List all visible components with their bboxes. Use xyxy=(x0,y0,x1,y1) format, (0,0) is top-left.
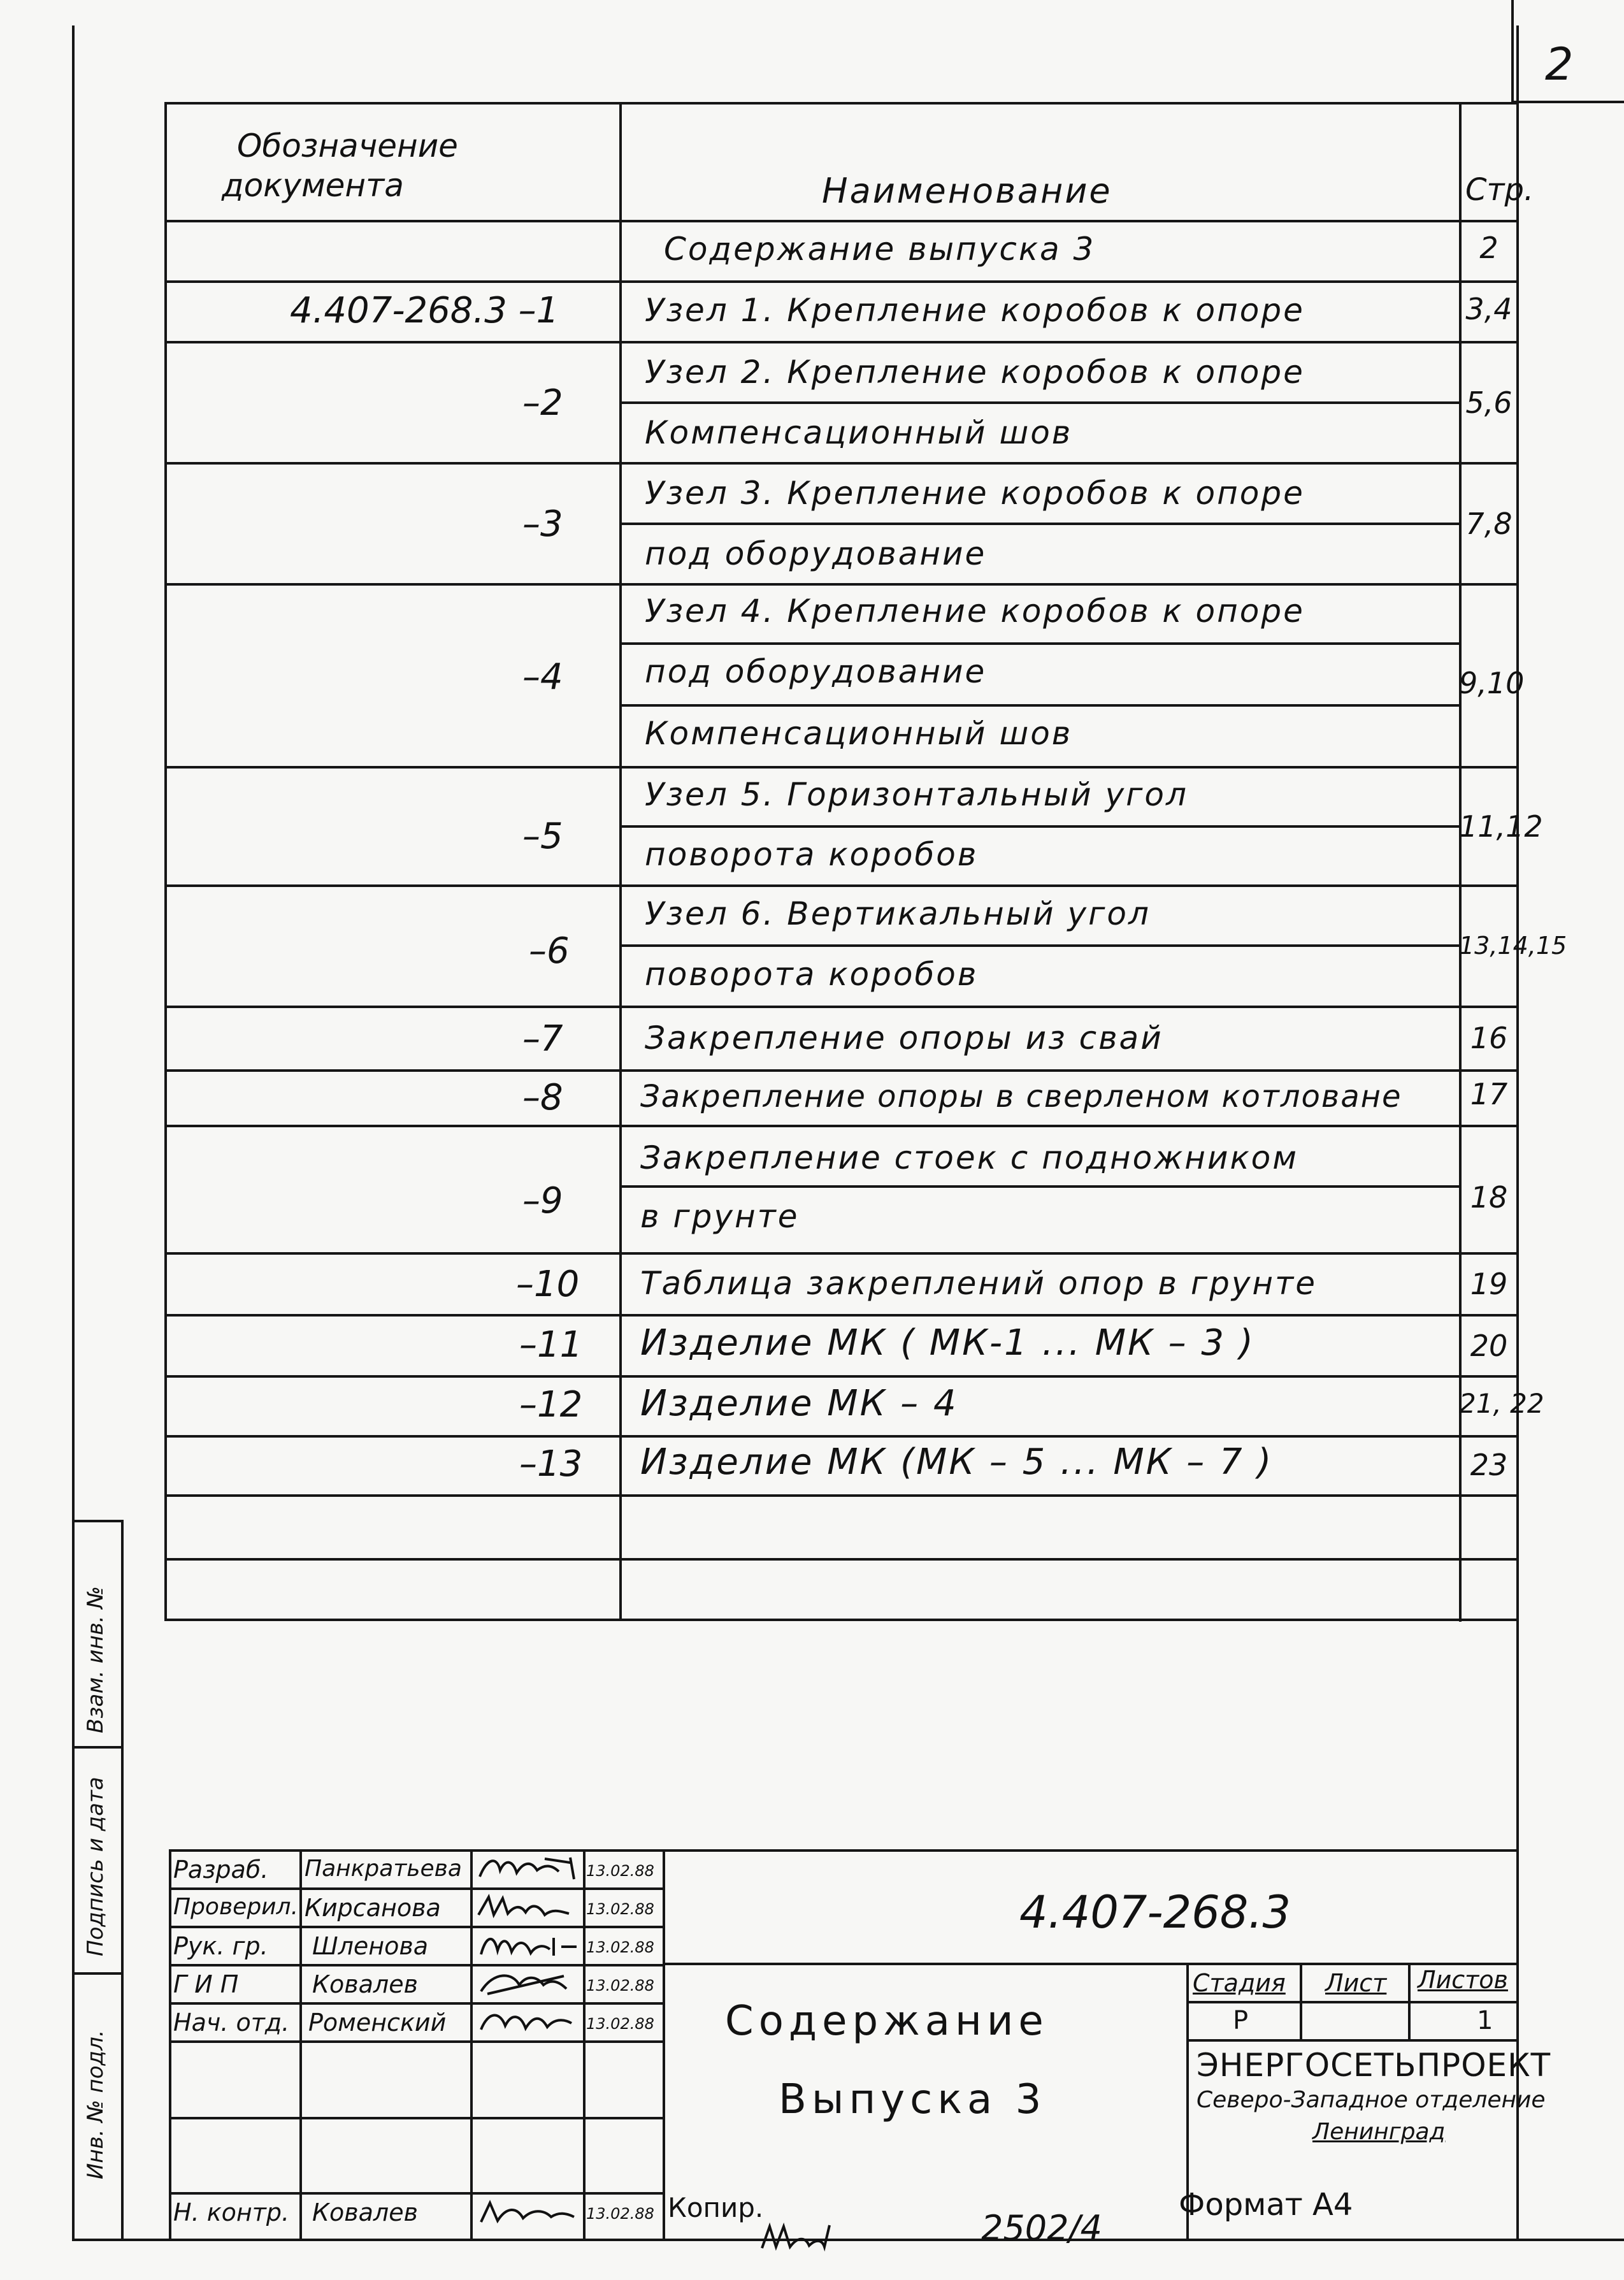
row-page: 19 xyxy=(1470,1267,1508,1301)
row-page: 16 xyxy=(1470,1021,1508,1055)
row-name: Таблица закреплений опор в грунте xyxy=(640,1265,1317,1302)
stamp-name: Шленова xyxy=(312,1932,429,1960)
stamp-org-branch: Северо-Западное отделение xyxy=(1196,2087,1546,2113)
stamp-date: 13.02.88 xyxy=(586,2205,654,2223)
stamp-role: Нач. отд. xyxy=(173,2009,290,2037)
stamp-col-name xyxy=(299,1849,302,2239)
row-name: Закрепление опоры из свай xyxy=(645,1020,1163,1057)
row-name: Компенсационный шов xyxy=(645,715,1073,752)
row-page: 21, 22 xyxy=(1459,1388,1544,1419)
frame-bottom xyxy=(72,2239,1624,2241)
stamp-org-city: Ленинград xyxy=(1312,2119,1446,2145)
signature-icon xyxy=(475,2004,580,2039)
stamp-col-date xyxy=(583,1849,586,2239)
row-page: 5,6 xyxy=(1465,386,1513,420)
stamp-row-sep xyxy=(169,2040,663,2043)
stamp-date: 13.02.88 xyxy=(586,2015,654,2033)
sheet-number: 2 xyxy=(1545,38,1574,90)
row-code: –6 xyxy=(529,930,570,972)
stamp-sheet-label: Лист xyxy=(1325,1969,1387,1997)
stamp-title-line2: Выпуска 3 xyxy=(779,2076,1047,2123)
row-code: –13 xyxy=(519,1443,583,1485)
row-name: Узел 1. Крепление коробов к опоре xyxy=(645,292,1305,329)
header-designation-2: документа xyxy=(222,167,404,204)
header-name: Наименование xyxy=(822,171,1112,211)
row-name: Содержание выпуска 3 xyxy=(664,231,1096,268)
row-name: Изделие МК (МК – 5 ... МК – 7 ) xyxy=(640,1441,1274,1483)
signature-icon xyxy=(475,2195,580,2230)
stamp-stage-value: Р xyxy=(1233,2006,1249,2035)
stamp-code-bottom xyxy=(663,1963,1519,1965)
table-top xyxy=(164,102,1519,105)
row-sep xyxy=(164,1619,1519,1621)
stamp-org: ЭНЕРГОСЕТЬПРОЕКТ xyxy=(1196,2047,1551,2084)
footer-number: 2502/4 xyxy=(981,2208,1102,2248)
row-name: поворота коробов xyxy=(645,956,979,993)
row-name: Компенсационный шов xyxy=(645,414,1073,451)
row-sep xyxy=(164,1125,1519,1127)
row-name: Узел 4. Крепление коробов к опоре xyxy=(645,593,1305,630)
signature-icon xyxy=(475,1889,580,1924)
subrow-sep xyxy=(619,523,1459,525)
row-page: 2 xyxy=(1479,231,1498,265)
inv-replace-label: Взам. инв. № xyxy=(83,1586,108,1733)
row-name: Изделие МК – 4 xyxy=(640,1383,958,1424)
row-name: Узел 6. Вертикальный угол xyxy=(645,895,1151,932)
stamp-row-sep xyxy=(169,2117,663,2119)
stamp-sheets-label: Листов xyxy=(1418,1966,1508,1994)
stamp-row-sep xyxy=(169,1964,663,1966)
footer-format: Формат А4 xyxy=(1179,2187,1353,2223)
row-sep xyxy=(164,1435,1519,1438)
row-code: –9 xyxy=(522,1180,563,1222)
row-name: Узел 2. Крепление коробов к опоре xyxy=(645,354,1305,391)
stamp-info-row1 xyxy=(1186,2001,1519,2003)
signature-icon xyxy=(475,1928,580,1963)
stamp-date: 13.02.88 xyxy=(586,1900,654,1918)
row-sep xyxy=(164,766,1519,768)
row-sep xyxy=(164,1375,1519,1378)
stamp-name: Кирсанова xyxy=(305,1894,441,1922)
subrow-sep xyxy=(619,704,1459,707)
sign-date-label: Подпись и дата xyxy=(83,1777,108,1956)
margin-strip-div2 xyxy=(72,1972,123,1975)
stamp-row-sep xyxy=(169,2192,663,2195)
row-sep xyxy=(164,462,1519,465)
row-code: –2 xyxy=(522,382,563,424)
stamp-role: Проверил. xyxy=(173,1894,299,1920)
stamp-row-sep xyxy=(169,2002,663,2005)
row-sep xyxy=(164,1006,1519,1008)
stamp-role: Г И П xyxy=(173,1970,239,1998)
stamp-title-line1: Содержание xyxy=(725,1998,1049,2045)
stamp-col-sig xyxy=(470,1849,473,2239)
row-code: –4 xyxy=(522,656,563,698)
row-page: 18 xyxy=(1470,1180,1508,1215)
row-code: –7 xyxy=(522,1018,563,1060)
row-sep xyxy=(164,884,1519,887)
row-sep xyxy=(164,583,1519,586)
row-page: 13,14,15 xyxy=(1459,932,1567,960)
row-page: 7,8 xyxy=(1465,507,1513,541)
row-sep xyxy=(164,1069,1519,1072)
table-col1 xyxy=(619,102,622,1619)
stamp-row-sep xyxy=(169,1887,663,1890)
margin-strip-right xyxy=(121,1520,124,2240)
header-bottom xyxy=(164,220,1519,222)
stamp-top xyxy=(169,1849,1519,1852)
header-page: Стр. xyxy=(1465,172,1534,208)
stamp-col-main xyxy=(663,1849,665,2239)
stamp-stage-label: Стадия xyxy=(1193,1969,1286,1997)
subrow-sep xyxy=(619,642,1459,645)
table-left xyxy=(164,102,167,1619)
subrow-sep xyxy=(619,825,1459,828)
row-sep xyxy=(164,1494,1519,1497)
margin-strip-div1 xyxy=(72,1746,123,1749)
row-page: 20 xyxy=(1470,1329,1508,1363)
stamp-name: Ковалев xyxy=(312,2198,418,2226)
row-name: под оборудование xyxy=(645,535,987,572)
row-code: 4.407-268.3 –1 xyxy=(290,290,559,331)
row-code: –10 xyxy=(516,1264,580,1305)
row-name: поворота коробов xyxy=(645,836,979,873)
margin-strip-top xyxy=(72,1520,123,1522)
stamp-date: 13.02.88 xyxy=(586,1862,654,1880)
row-name: Узел 5. Горизонтальный угол xyxy=(645,776,1188,813)
inv-orig-label: Инв. № подл. xyxy=(83,2030,108,2179)
row-page: 17 xyxy=(1470,1077,1508,1111)
row-sep xyxy=(164,280,1519,283)
stamp-info-div1 xyxy=(1300,1963,1302,2039)
footer-copied: Копир. xyxy=(668,2192,764,2223)
row-name: под оборудование xyxy=(645,653,987,690)
row-code: –8 xyxy=(522,1077,563,1118)
row-sep xyxy=(164,1558,1519,1561)
row-sep xyxy=(164,341,1519,343)
signature-icon xyxy=(475,1966,580,2001)
stamp-date: 13.02.88 xyxy=(586,1977,654,1995)
stamp-role: Разраб. xyxy=(173,1856,269,1884)
stamp-role: Н. контр. xyxy=(173,2198,290,2226)
row-name: в грунте xyxy=(640,1198,800,1235)
row-code: –11 xyxy=(519,1324,583,1366)
stamp-doc-code: 4.407-268.3 xyxy=(1019,1886,1291,1938)
margin-strip-left xyxy=(72,1520,75,2240)
stamp-name: Панкратьева xyxy=(305,1856,462,1882)
row-sep xyxy=(164,1314,1519,1317)
row-page: 9,10 xyxy=(1459,666,1525,700)
row-page: 3,4 xyxy=(1465,292,1513,326)
signature-icon xyxy=(475,1851,580,1886)
stamp-role: Рук. гр. xyxy=(173,1932,268,1960)
row-name: Узел 3. Крепление коробов к опоре xyxy=(645,475,1305,512)
subrow-sep xyxy=(619,401,1459,404)
row-code: –3 xyxy=(522,503,563,545)
row-code: –12 xyxy=(519,1384,583,1425)
frame-right xyxy=(1516,25,1519,2240)
stamp-date: 13.02.88 xyxy=(586,1938,654,1956)
row-name: Закрепление стоек с подножником xyxy=(640,1139,1298,1176)
header-designation-1: Обозначение xyxy=(237,127,458,164)
sheet-box-bottom xyxy=(1511,101,1624,103)
stamp-name: Ковалев xyxy=(312,1970,418,1998)
row-page: 11,12 xyxy=(1459,809,1543,844)
row-name: Закрепление опоры в сверленом котловане xyxy=(640,1079,1402,1115)
stamp-sheets-value: 1 xyxy=(1477,2006,1493,2035)
stamp-row-sep xyxy=(169,1926,663,1928)
row-page: 23 xyxy=(1470,1448,1508,1482)
row-name: Изделие МК ( МК-1 ... МК – 3 ) xyxy=(640,1322,1255,1364)
row-sep xyxy=(164,1252,1519,1255)
row-code: –5 xyxy=(522,816,563,857)
stamp-left xyxy=(169,1849,171,2239)
sheet-box-left xyxy=(1511,0,1514,102)
stamp-info-div2 xyxy=(1408,1963,1411,2039)
subrow-sep xyxy=(619,1185,1459,1188)
copier-signature-icon xyxy=(758,2218,841,2256)
stamp-name: Роменский xyxy=(308,2009,447,2037)
stamp-info-row2 xyxy=(1186,2039,1519,2042)
subrow-sep xyxy=(619,944,1459,947)
